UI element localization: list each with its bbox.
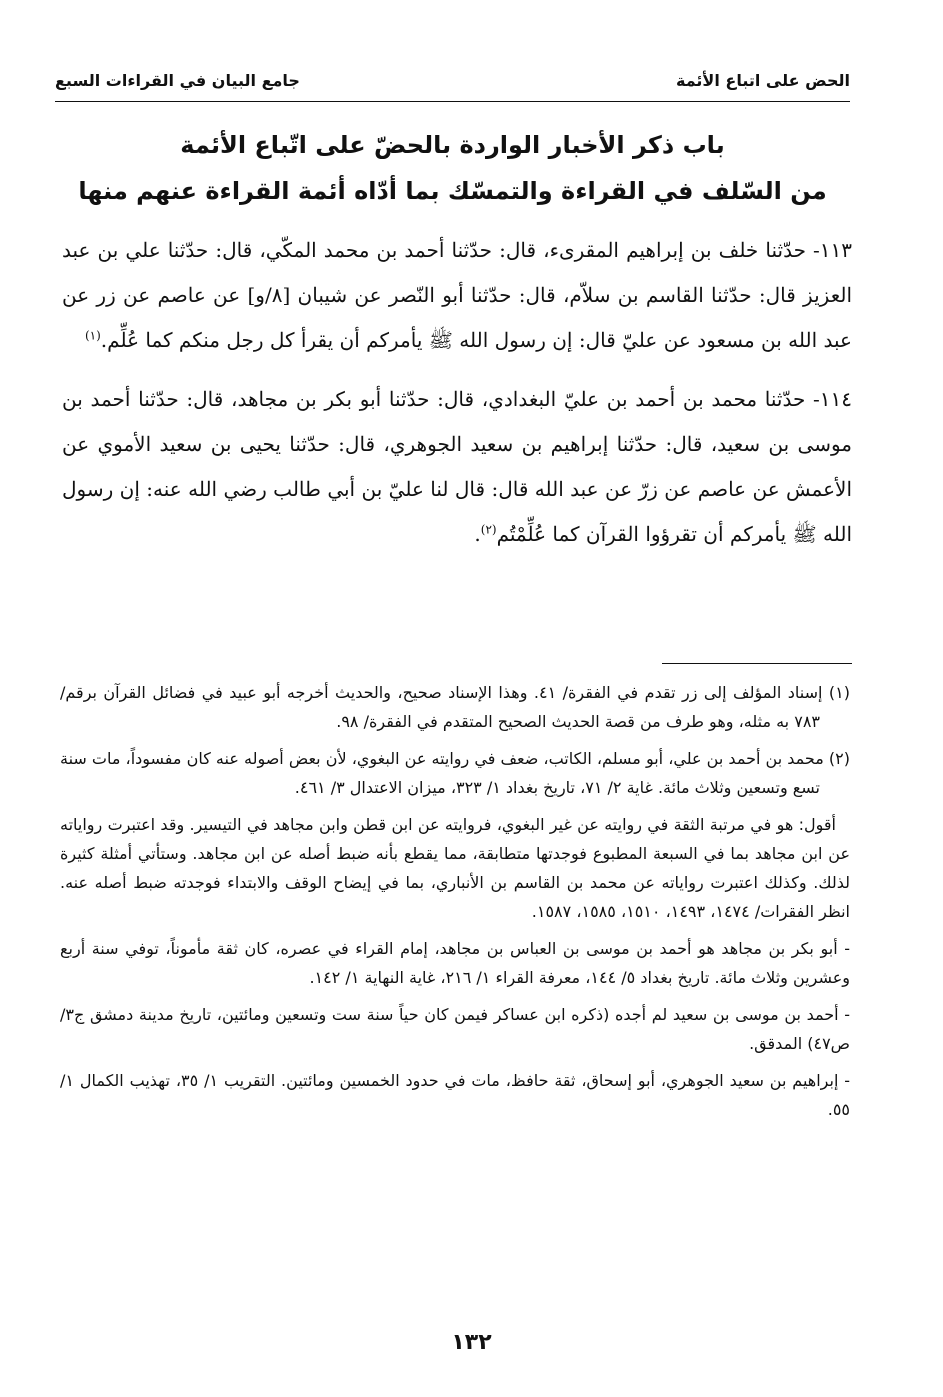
footnote-reference: (٢) [480, 522, 497, 537]
footnote-1: (١) إسناد المؤلف إلى زر تقدم في الفقرة/ ٤١. وهذا الإسناد صحيح، والحديث أخرجه أبو عبيد في فضائل القرآن برقم/ ٧٨٣ به مثله، وهو طرف من قصة الحديث الصحيح المتقدم في الفقرة/ ٩٨. [60, 683, 851, 731]
hadith-end-mark: . [474, 522, 481, 546]
page-number: ١٣٢ [451, 1330, 492, 1355]
chapter-title-line-2: من السّلف في القراءة والتمسّك بما أدّاه أئمة القراءة عنهم منها [78, 177, 827, 205]
footnote-reference: (١) [84, 328, 101, 343]
hadith-paragraph-113 [62, 228, 852, 363]
hadith-paragraph-114 [62, 377, 852, 557]
hadith-text: ١١٤- حدّثنا محمد بن أحمد بن عليّ البغدادي، قال: حدّثنا أبو بكر بن مجاهد، قال: حدّثنا أحمد بن موسى بن سعيد، قال: حدّثنا إبراهيم بن سعيد الجوهري، قال: حدّثنا يحيى بن سعيد الأموي عن الأعمش عن عاصم عن زرّ عن عبد الله قال: قال لنا عليّ بن أبي طالب رضي الله عنه: إن رسول الله ﷺ يأمركم أن تقرؤوا القرآن كما عُلِّمْتُم [62, 387, 852, 546]
header-right-title: الحض على اتباع الأئمة [675, 70, 850, 90]
footnote-paragraph: أقول: هو في مرتبة الثقة في روايته عن غير البغوي، فروايته عن ابن قطن وابن مجاهد في التيسير. وقد اعتبرت رواياته عن ابن مجاهد بما في السبعة المطبوع فوجدتها متطابقة، مما يقطع بأنه ضبط أصله عن ابن مجاهد. وستأتي أمثلة كثيرة لذلك. وكذلك اعتبرت رواياته عن محمد بن القاسم بن الأنباري، بما في إيضاح الوقف والابتداء فوجدته ضبط أصله عنه. انظر الفقرات/ ١٤٧٤، ١٤٩٣، ١٥١٠، ١٥٨٥، ١٥٨٧. [60, 815, 850, 921]
footnote-paragraph: - إبراهيم بن سعيد الجوهري، أبو إسحاق، ثقة حافظ، مات في حدود الخمسين ومائتين. التقريب ١/ ٣٥، تهذيب الكمال ١/ ٥٥. [60, 1071, 851, 1119]
body-text [62, 228, 852, 557]
header-left-title: جامع البيان في القراءات السبع [55, 70, 300, 90]
running-header [55, 62, 850, 98]
footnote-divider [662, 663, 852, 664]
header-divider [55, 101, 850, 102]
footnote-2: (٢) محمد بن أحمد بن علي، أبو مسلم، الكاتب، ضعف في روايته عن البغوي، لأن بعض أصوله عنه كان مفسوداً، مات سنة تسع وتسعين وثلاث مائة. غاية ٢/ ٧١، تاريخ بغداد ١/ ٣٢٣، ميزان الاعتدال ٣/ ٤٦١. [60, 749, 850, 797]
chapter-title [55, 122, 850, 214]
footnote-paragraph: - أبو بكر بن مجاهد هو أحمد بن موسى بن العباس بن مجاهد، إمام القراء في عصره، كان ثقة مأموناً، توفي سنة أربع وعشرين وثلاث مائة. تاريخ بغداد ٥/ ١٤٤، معرفة القراء ١/ ٢١٦، غاية النهاية ١/ ١٤٢. [60, 939, 850, 987]
chapter-title-line-1: باب ذكر الأخبار الواردة بالحضّ على اتّباع الأئمة [180, 131, 725, 159]
footnote-paragraph: - أحمد بن موسى بن سعيد لم أجده (ذكره ابن عساكر فيمن كان حياً سنة ست وتسعين ومائتين، تاريخ مدينة دمشق ج٣/ص٤٧) المدقق. [60, 1005, 850, 1053]
footnotes [60, 678, 850, 1132]
hadith-text: ١١٣- حدّثنا خلف بن إبراهيم المقرىء، قال: حدّثنا أحمد بن محمد المكّي، قال: حدّثنا علي بن عبد العزيز قال: حدّثنا القاسم بن سلاّم، قال: حدّثنا أبو النّصر عن شيبان [٨/و] عن عاصم عن زر عن عبد الله بن مسعود عن عليّ قال: إن رسول الله ﷺ يأمركم أن يقرأ كل رجل منكم كما عُلِّم. [62, 238, 852, 352]
